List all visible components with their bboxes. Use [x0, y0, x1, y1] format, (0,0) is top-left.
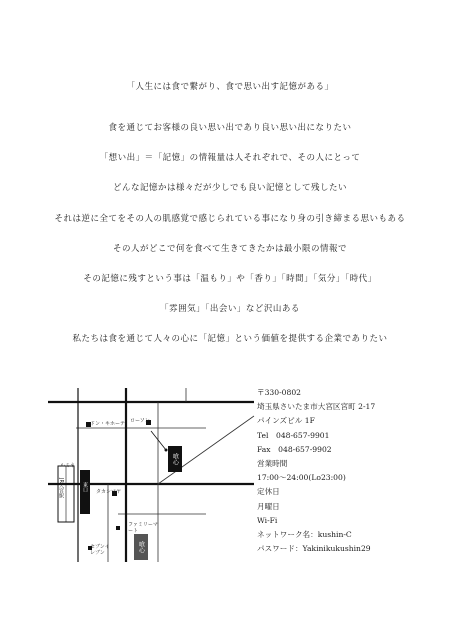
closed-label: 定休日 [257, 487, 280, 497]
omiya-station-label: JR大宮駅 [58, 478, 64, 498]
telephone: Tel 048-657-9901 [257, 430, 330, 440]
map-streets [46, 386, 256, 564]
lawson-label: ローソン [130, 418, 150, 424]
east-exit-label: 東口 [82, 482, 88, 492]
postal-code: 〒330-0802 [257, 388, 301, 397]
building: パインズビル 1F [257, 416, 315, 426]
hours-label: 営業時間 [257, 458, 288, 468]
access-map [46, 386, 256, 564]
essay-line: その人がどこで何を食べて生きてきたかは最小限の情報で [112, 243, 347, 254]
closed-day: 月曜日 [257, 501, 280, 511]
hours: 17:00～24:00(Lo23:00) [257, 473, 346, 483]
essay-line: どんな記憶かは様々だが少しでも良い記憶として残したい [112, 183, 347, 194]
fax: Fax 048-657-9902 [257, 444, 332, 454]
essay-line: 「想い出」＝「記憶」の情報量は人それぞれで、その人にとって [99, 153, 361, 164]
familymart-label: ファミリーマート [128, 522, 158, 534]
wifi-network: ネットワーク名：kushin-C [257, 529, 352, 539]
familymart-marker [116, 526, 120, 530]
takashimaya-label: タカシマヤ [96, 489, 122, 495]
wifi-label: Wi-Fi [257, 515, 278, 525]
seven-eleven-label: セブンイレブン [90, 544, 110, 556]
essay-line: 食を通じてお客様の良い思い出であり良い思い出になりたい [108, 123, 352, 133]
essay-line: 私たちは食を通じて人々の心に「記憶」という価値を提供する企業でありたい [72, 334, 388, 345]
essay-line: その記憶に残すという事は「温もり」や「香り」「時間」「気分」「時代」 [83, 273, 377, 284]
shop-info [257, 386, 457, 556]
shop-marker-sub: 喰心 [134, 534, 148, 560]
lumine-label: ルミネ [60, 463, 76, 469]
donki-label: ドン・キホーテ [90, 421, 126, 427]
wifi-password: パスワード：Yakinikukushin29 [257, 544, 371, 554]
essay-line: それは逆に全てをその人の肌感覚で感じられている事になり身の引き締まる思いもある [54, 213, 406, 224]
shop-marker-main: 喰心 [168, 446, 182, 472]
company-statement: 「人生には食で繋がり、食で思い出す記憶がある」 [126, 82, 334, 92]
address: 埼玉県さいたま市大宮区宮町 2-17 [257, 402, 376, 412]
philosophy-essay [0, 122, 460, 364]
essay-line: 「雰囲気」「出会い」など沢山ある [160, 304, 300, 315]
